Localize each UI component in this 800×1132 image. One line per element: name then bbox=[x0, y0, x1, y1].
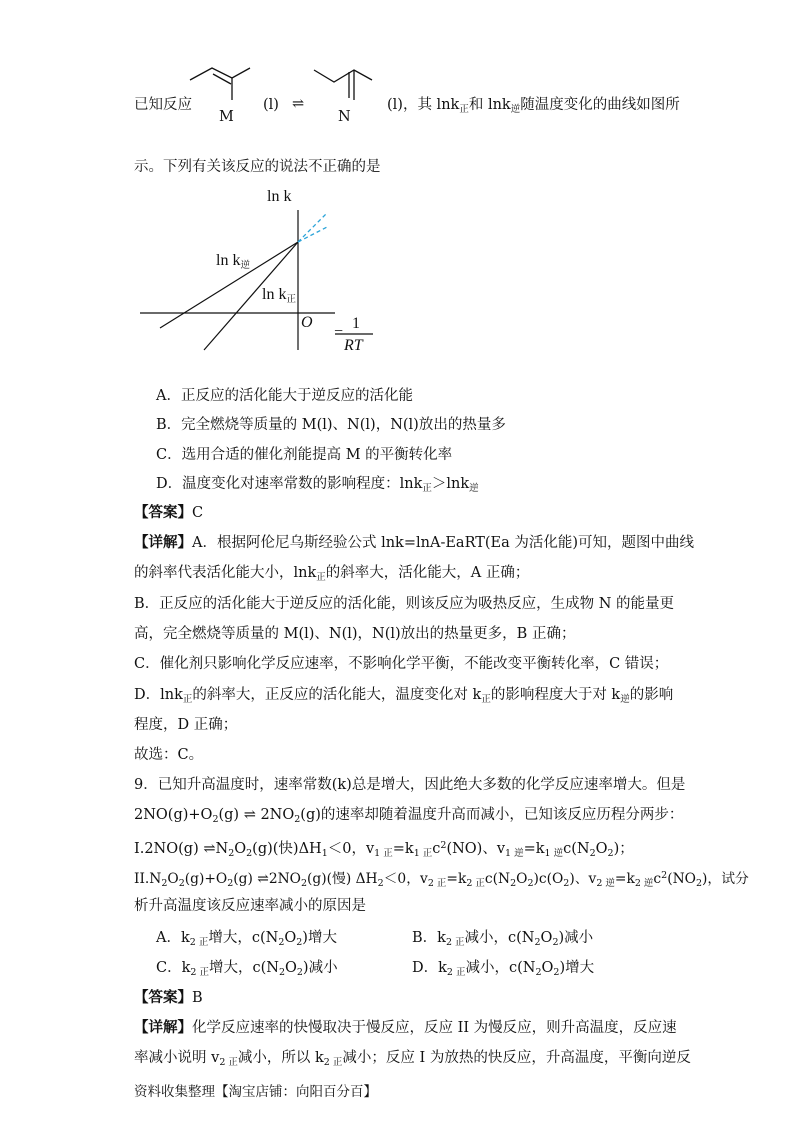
extension-dashed-2 bbox=[298, 226, 329, 242]
detail-8-line1: 【详解】A．根据阿伦尼乌斯经验公式 lnk=lnA-EaRT(Ea 为活化能)可知，题图中曲线 bbox=[134, 534, 695, 551]
reaction-structures bbox=[0, 0, 800, 140]
detail-9-line1: 【详解】化学反应速率的快慢取决于慢反应，反应 II 为慢反应，则升高温度，反应速 bbox=[134, 1019, 677, 1036]
q9-line5: 析升高温度该反应速率减小的原因是 bbox=[134, 898, 366, 914]
option-8A: A．正反应的活化能大于逆反应的活化能 bbox=[156, 388, 413, 404]
answer-8: 【答案】C bbox=[134, 504, 204, 521]
detail-8-line2: 的斜率代表活化能大小，lnk$_正$的斜率大，活化能大，A 正确； bbox=[134, 565, 530, 583]
molecule-N bbox=[314, 70, 372, 100]
detail-9-line2: 率减小说明 $v_{2 正}$减小，所以 $k_{2 正}$减小；反应 I 为放热的快反应，升高温度，平衡向逆反 bbox=[134, 1050, 691, 1068]
option-8D: D．温度变化对速率常数的影响程度：lnk$_正$＞lnk$_逆$ bbox=[156, 476, 479, 494]
option-9A: A．$k_{2 正}$增大，$c(N_2O_2)$增大 bbox=[156, 930, 337, 948]
label-N: N bbox=[338, 109, 351, 125]
detail-8-line6: D．lnk$_正$的斜率大，正反应的活化能大，温度变化对 $k_正$的影响程度大于对 $k_逆$的影响 bbox=[134, 687, 674, 705]
q9-line4: $II.N_2O_2(g)+O_2(g)$ $\rightleftharpoons 2NO_2(g)$(慢) $\Delta H_2<0$，$v_{2 正}=k_{2 正}c(N_2O_2)c(O_2)$、$v_{2 逆}=k_{2 逆}c^2(NO_2)$，试分 bbox=[134, 870, 749, 889]
answer-9: 【答案】B bbox=[134, 989, 203, 1006]
footer-text: 资料收集整理【淘宝店铺：向阳百分百】 bbox=[134, 1084, 377, 1100]
graph-y-label: ln k bbox=[267, 188, 292, 205]
option-9B: B．$k_{2 正}$减小，$c(N_2O_2)$减小 bbox=[412, 930, 594, 948]
option-9D: D．$k_{2 正}$减小，$c(N_2O_2)$增大 bbox=[412, 960, 595, 978]
graph-x-num: 1 bbox=[352, 315, 360, 332]
option-8B: B．完全燃烧等质量的 M(l)、N(l)，N(l)放出的热量多 bbox=[156, 417, 506, 433]
q9-line3: I.2NO(g) $\rightleftharpoons N_2O_2(g)$(快)$\Delta H_1<0$，$v_{1 正}=k_{1 正}c^2(NO)$、$v_{1 逆}=k_{1 逆}c(N_2O_2)$； bbox=[134, 840, 634, 859]
graph-lnk-zheng-label: $\ln k_正$ bbox=[262, 286, 296, 305]
label-M: M bbox=[219, 109, 234, 125]
molecule-M bbox=[190, 68, 250, 100]
equilibrium-arrow: ⇌ bbox=[292, 96, 305, 112]
detail-8-line4: 高，完全燃烧等质量的 M(l)、N(l)，N(l)放出的热量更多，B 正确； bbox=[134, 626, 576, 642]
q9-line1: 9．已知升高温度时，速率常数(k)总是增大，因此绝大多数的化学反应速率增大。但是 bbox=[134, 777, 686, 793]
q9-line2: $2NO(g)+O_2(g)$ ⇌ $2NO_2(g)$的速率却随着温度升高而减小，已知该反应历程分两步： bbox=[134, 807, 684, 825]
detail-8-line5: C．催化剂只影响化学反应速率，不影响化学平衡，不能改变平衡转化率，C 错误； bbox=[134, 656, 669, 672]
q8-intro-line2: 示。下列有关该反应的说法不正确的是 bbox=[134, 159, 381, 175]
option-9C: C．$k_{2 正}$增大，$c(N_2O_2)$减小 bbox=[156, 960, 338, 978]
q8-liquid-1: (l) bbox=[263, 97, 279, 113]
detail-8-line3: B．正反应的活化能大于逆反应的活化能，则该反应为吸热反应，生成物 N 的能量更 bbox=[134, 596, 675, 612]
q8-intro-text: 已知反应 bbox=[134, 97, 192, 113]
graph-lnk-ni-label: $\ln k_逆$ bbox=[216, 252, 250, 271]
option-8C: C．选用合适的催化剂能提高 M 的平衡转化率 bbox=[156, 447, 453, 463]
graph-x-den: RT bbox=[344, 337, 363, 354]
q8-intro-rest: (l)，其 lnk$_正$和 lnk$_逆$随温度变化的曲线如图所 bbox=[387, 97, 680, 115]
detail-8-line8: 故选：C。 bbox=[134, 747, 204, 763]
graph-x-minus: − bbox=[334, 323, 344, 340]
extension-dashed-1 bbox=[298, 213, 327, 242]
graph-origin: O bbox=[301, 314, 313, 331]
detail-8-line7: 程度，D 正确； bbox=[134, 717, 238, 733]
